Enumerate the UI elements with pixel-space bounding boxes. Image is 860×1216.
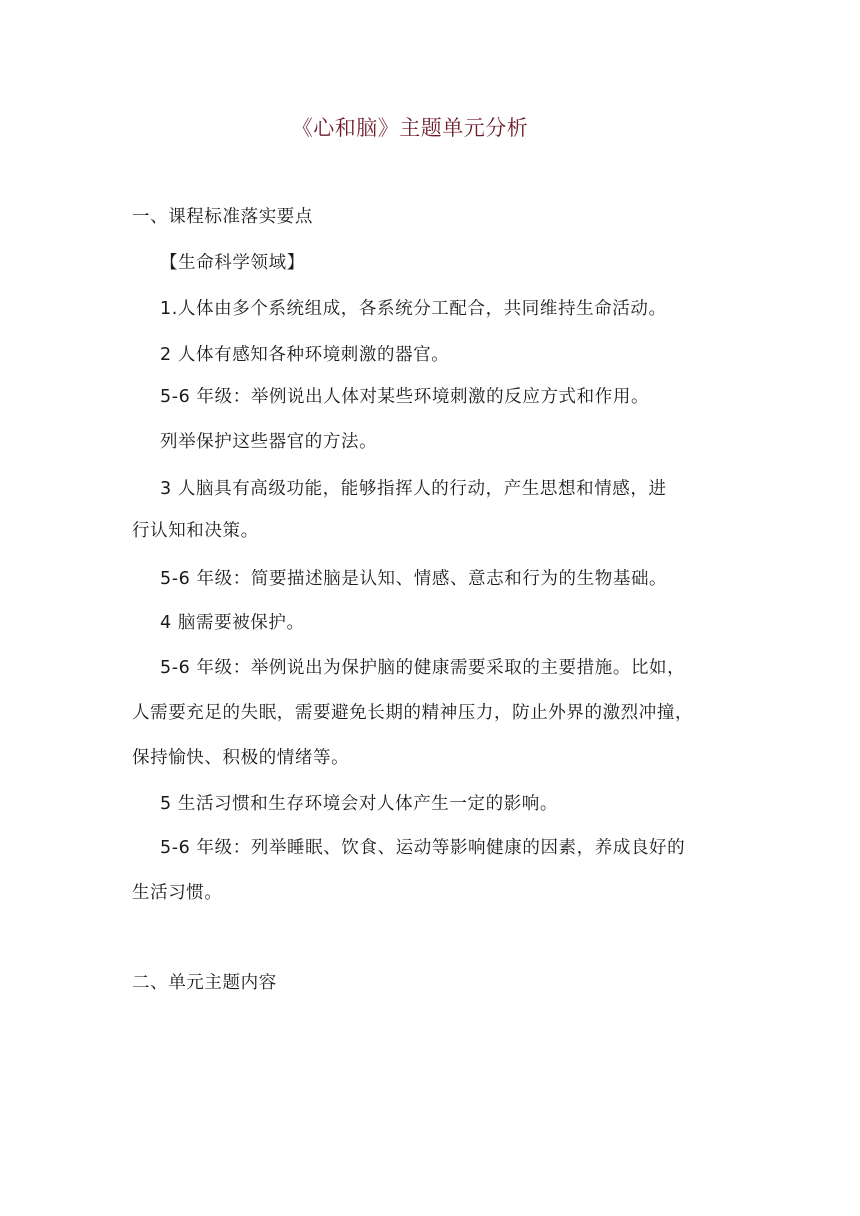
paragraph-7: 4 脑需要被保护。 [160, 613, 305, 633]
domain-label: 【生命科学领域】 [160, 253, 305, 273]
document-title: 《心和脑》主题单元分析 [291, 116, 529, 140]
paragraph-4: 列举保护这些器官的方法。 [160, 432, 378, 452]
paragraph-1: 1.人体由多个系统组成，各系统分工配合，共同维持生命活动。 [160, 299, 667, 319]
paragraph-8-line-3: 保持愉快、积极的情绪等。 [132, 748, 350, 768]
paragraph-5-line-1: 3 人脑具有高级功能，能够指挥人的行动，产生思想和情感，进 [160, 479, 667, 499]
paragraph-10-line-1: 5-6 年级：列举睡眠、饮食、运动等影响健康的因素，养成良好的 [160, 838, 686, 858]
paragraph-8-line-1: 5-6 年级：举例说出为保护脑的健康需要采取的主要措施。比如， [160, 658, 686, 678]
paragraph-2: 2 人体有感知各种环境刺激的器官。 [160, 345, 450, 365]
section-heading-1: 一、课程标准落实要点 [132, 207, 313, 227]
paragraph-6: 5-6 年级：简要描述脑是认知、情感、意志和行为的生物基础。 [160, 569, 668, 589]
paragraph-3: 5-6 年级：举例说出人体对某些环境刺激的反应方式和作用。 [160, 387, 650, 407]
paragraph-9: 5 生活习惯和生存环境会对人体产生一定的影响。 [160, 794, 558, 814]
paragraph-8-line-2: 人需要充足的失眠，需要避免长期的精神压力，防止外界的激烈冲撞， [132, 703, 694, 723]
paragraph-10-line-2: 生活习惯。 [132, 883, 223, 903]
section-heading-2: 二、单元主题内容 [132, 973, 277, 993]
paragraph-5-line-2: 行认知和决策。 [132, 521, 259, 541]
